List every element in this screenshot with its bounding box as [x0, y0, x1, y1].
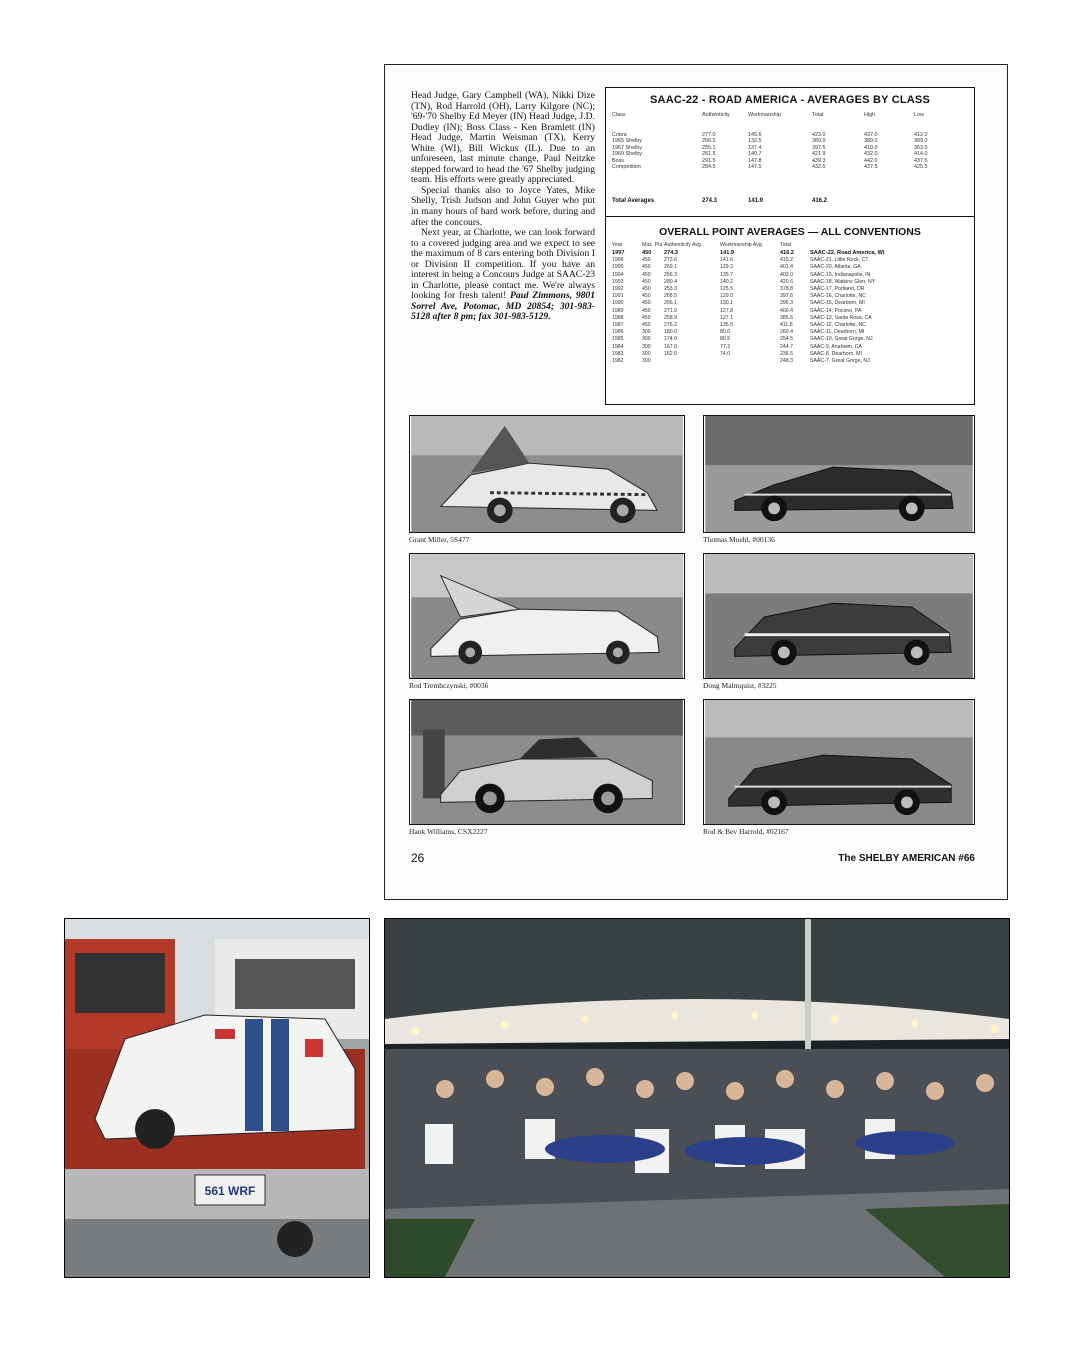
caption-2: Thomas Muehl, #00136: [703, 535, 775, 544]
overall-table-row: 1993 450 280.4 140.2 420.6 SAAC-18, Watkins Glen, NY: [612, 278, 876, 285]
overall-table-header: Year Max. Pts. Authenticity Avg. Workmanship Avg. Total: [612, 242, 791, 248]
overall-table-row: 1995 450 269.1 129.3 401.4 SAAC-20, Atlanta, GA: [612, 264, 861, 271]
running-head: The SHELBY AMERICAN #66: [838, 853, 975, 864]
photo-rod-trembczynski: [409, 553, 685, 679]
overall-table-row: 1988 450 258.9 127.1 385.6 SAAC-13, Santa Rosa, CA: [612, 314, 872, 321]
class-table-title: SAAC-22 - ROAD AMERICA - AVERAGES BY CLASS: [650, 94, 930, 106]
class-table-total: Total Averages 274.3 141.9 416.2: [612, 198, 828, 204]
page-number: 26: [411, 851, 425, 865]
overall-table-row: 1985 300 174.0 80.5 254.5 SAAC-10, Great Gorge, NJ: [612, 336, 873, 343]
photo-rod-bev-harrold: [703, 699, 975, 825]
class-table-row: 1969 Shelby 281.5 140.7 421.9 432.0 414.0: [612, 151, 928, 158]
class-table-row: 1967 Shelby 255.1 137.4 397.5 410.0 363.0: [612, 144, 928, 151]
magazine-page: [384, 64, 1008, 900]
overall-table-row: 1991 450 268.5 129.0 397.6 SAAC-16, Charlotte, NC: [612, 293, 866, 300]
overall-table-row: 1997 450 274.3 141.9 416.2 SAAC-22, Road America, WI: [612, 250, 885, 256]
contact-info: Paul Zimmons, 9801 Sorrel Ave, Potomac, MD 20854; 301-983-5128 after 8 pm; fax 301-983-5129.: [411, 290, 596, 323]
overall-table-row: 1984 300 167.0 77.3 244.7 SAAC-9, Anaheim, CA: [612, 343, 862, 350]
caption-4: Doug Malmquist, #3225: [703, 681, 777, 690]
overall-table-title: OVERALL POINT AVERAGES — ALL CONVENTIONS: [659, 226, 921, 238]
overall-table-row: 1989 450 271.9 127.8 400.4 SAAC-14, Pocono, PA: [612, 307, 862, 314]
photo-hank-williams: [409, 699, 685, 825]
overall-table-row: 1987 450 276.2 135.5 411.5 SAAC-12, Charlotte, NC: [612, 322, 866, 329]
caption-5: Hank Williams, CSX2227: [409, 827, 488, 836]
overall-table-row: 1983 300 162.0 74.0 236.5 SAAC-8, Dearborn, MI: [612, 350, 862, 357]
class-table-body: [612, 132, 968, 170]
paragraph-thanks: Special thanks also to Joyce Yates, Mike Shelly, Trish Judson and John Guyer who put in many hours of hard work before, during and after the concours.: [411, 184, 595, 228]
class-table-header: Class Authenticity Workmanship Total High Low: [612, 112, 924, 118]
overall-table-row: 1986 300 180.0 80.0 260.4 SAAC-11, Dearborn, MI: [612, 329, 865, 336]
photo-thomas-muehl: [703, 415, 975, 533]
overall-table-row: 1992 450 253.3 125.5 378.8 SAAC-17, Portland, OR: [612, 286, 865, 293]
class-table-row: 1965 Shelby 256.5 132.5 389.0 389.0 389.0: [612, 138, 928, 145]
caption-3: Rod Trembczynski, #0036: [409, 681, 489, 690]
class-table-row: Boss 291.5 147.8 439.3 442.0 437.5: [612, 157, 928, 164]
table-divider: [606, 216, 974, 217]
article-text: [411, 91, 595, 323]
photo-grant-miller: [409, 415, 685, 533]
photo-truck-bed-car: [64, 918, 370, 1278]
photo-banquet-tent: [384, 918, 1010, 1278]
caption-6: Rod & Bev Harrold, #02167: [703, 827, 789, 836]
class-table-row: Competition 284.5 147.5 432.5 437.5 425.5: [612, 164, 928, 171]
overall-table-row: 1982 300 248.3 SAAC-7, Great Gorge, NJ: [612, 358, 870, 365]
averages-tables: [605, 87, 975, 405]
overall-table-row: 1994 450 256.3 135.7 403.0 SAAC-19, Indianapolis, IN: [612, 271, 871, 278]
overall-table-body: [612, 250, 968, 365]
paragraph-judges: Head Judge, Gary Campbell (WA), Nikki Dize (TN), Rod Harrold (OH), Larry Kilgore (NC); '69-'70 Shelby Ed Meyer (IN) Head Judge, J.D. Dudley (IN); Boss Class - Ken Bramlett (IN) Head Judge, Martin Weisman (TX), Kerry White (WI), Bill Wickus (IL). Due to an unforeseen, last minute change, Paul Neitzke stepped forward to head the '67 Shelby judging team. His efforts were greatly appreciated.: [411, 90, 595, 186]
caption-1: Grant Miller, 5S477: [409, 535, 470, 544]
photo-doug-malmquist: [703, 553, 975, 679]
license-plate-text: 561 WRF: [204, 1184, 256, 1198]
overall-table-row: 1990 450 266.1 130.1 396.3 SAAC-15, Dearborn, MI: [612, 300, 865, 307]
class-table-row: Cobra 277.0 145.6 423.0 437.0 412.0: [612, 132, 928, 138]
paragraph-next-year: Next year, at Charlotte, we can look forward to a covered judging area and we expect to see the maximum of 8 cars entering both Division I or Division II competition. If you have an interest in being a Concours Judge at SAAC-23 in Charlotte, please contact me. We're always looking for fresh talent! Paul Zimmons, 9801 Sorrel Ave, Potomac, MD 20854; 301-983-5128 after 8 pm; fax 301-983-5129.: [411, 227, 596, 323]
overall-table-row: 1996 450 273.6 141.6 415.2 SAAC-21, Little Rock, CT: [612, 257, 869, 264]
